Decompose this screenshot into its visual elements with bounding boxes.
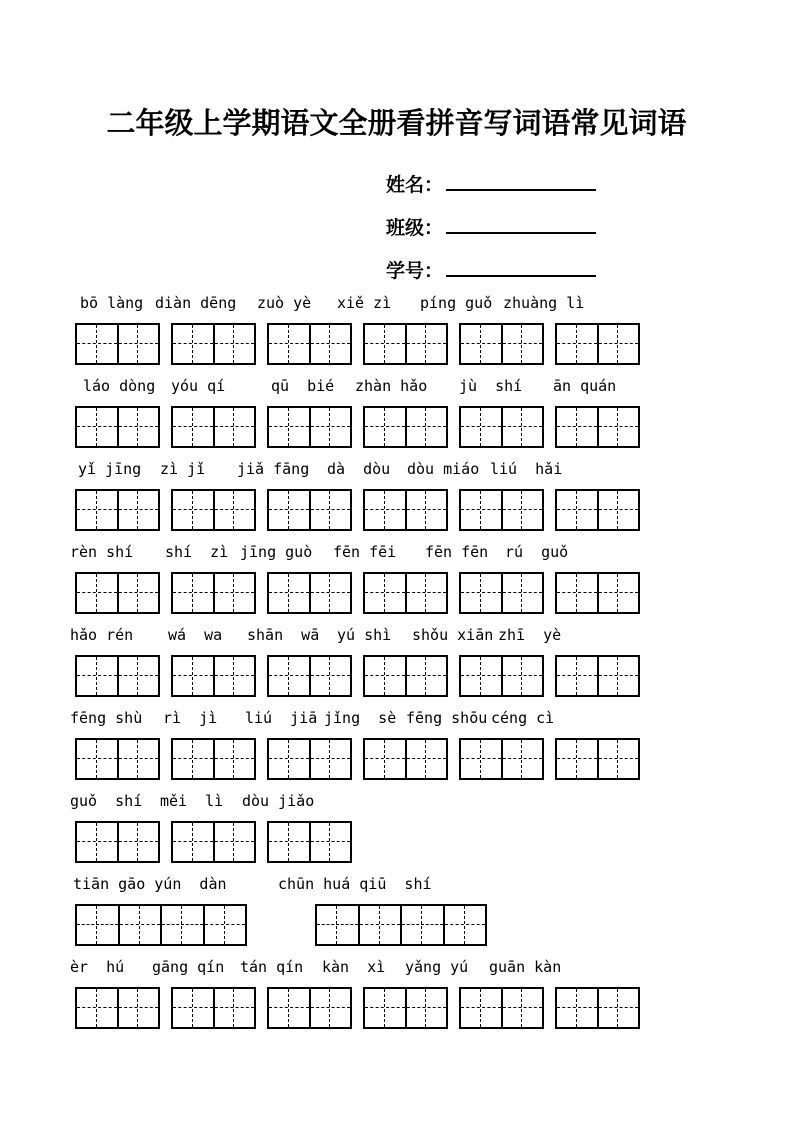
tian-zi-ge-cell bbox=[173, 989, 215, 1027]
tian-zi-ge-cell bbox=[311, 491, 351, 529]
character-grid-box bbox=[363, 655, 448, 697]
pinyin-word: shí zì bbox=[165, 543, 229, 561]
tian-zi-ge-cell bbox=[557, 491, 599, 529]
character-grid-box bbox=[75, 821, 160, 863]
character-grid-box bbox=[75, 572, 160, 614]
tian-zi-ge-cell bbox=[215, 574, 255, 612]
tian-zi-ge-cell bbox=[119, 491, 159, 529]
tian-zi-ge-cell bbox=[599, 491, 639, 529]
tian-zi-ge-cell bbox=[461, 491, 503, 529]
pinyin-word: zhàn hǎo bbox=[355, 377, 428, 395]
tian-zi-ge-cell bbox=[215, 989, 255, 1027]
character-grid-box bbox=[363, 572, 448, 614]
pinyin-word: qū bié bbox=[271, 377, 335, 395]
pinyin-word: guǒ shí bbox=[70, 792, 143, 810]
character-grid-box bbox=[459, 406, 544, 448]
tian-zi-ge-cell bbox=[461, 408, 503, 446]
tian-zi-ge-cell bbox=[503, 989, 543, 1027]
pinyin-row bbox=[0, 956, 793, 980]
pinyin-word: rèn shí bbox=[70, 543, 134, 561]
pinyin-word: céng cì bbox=[491, 709, 555, 727]
tian-zi-ge-cell bbox=[120, 906, 163, 944]
character-grid-box bbox=[315, 904, 487, 946]
tian-zi-ge-cell bbox=[407, 491, 447, 529]
character-grid-box bbox=[171, 489, 256, 531]
tian-zi-ge-cell bbox=[77, 657, 119, 695]
student-number-field-label: 学号： bbox=[386, 260, 444, 282]
tian-zi-ge-cell bbox=[503, 574, 543, 612]
character-grid-box bbox=[171, 572, 256, 614]
tian-zi-ge-cell bbox=[407, 989, 447, 1027]
tian-zi-ge-cell bbox=[311, 740, 351, 778]
tian-zi-ge-cell bbox=[360, 906, 403, 944]
pinyin-word: píng guǒ bbox=[420, 294, 493, 312]
tian-zi-ge-cell bbox=[311, 989, 351, 1027]
tian-zi-ge-cell bbox=[365, 325, 407, 363]
tian-zi-ge-cell bbox=[557, 408, 599, 446]
pinyin-word: wá wa bbox=[168, 626, 223, 644]
tian-zi-ge-cell bbox=[215, 325, 255, 363]
character-grid-box bbox=[555, 489, 640, 531]
tian-zi-ge-cell bbox=[311, 408, 351, 446]
writing-grid-row bbox=[0, 655, 793, 697]
character-grid-box bbox=[363, 987, 448, 1029]
character-grid-box bbox=[75, 904, 247, 946]
character-grid-box bbox=[75, 987, 160, 1029]
tian-zi-ge-cell bbox=[503, 491, 543, 529]
writing-grid-row bbox=[0, 572, 793, 614]
tian-zi-ge-cell bbox=[461, 740, 503, 778]
tian-zi-ge-cell bbox=[503, 408, 543, 446]
tian-zi-ge-cell bbox=[173, 574, 215, 612]
character-grid-box bbox=[267, 572, 352, 614]
tian-zi-ge-cell bbox=[365, 740, 407, 778]
character-grid-box bbox=[363, 323, 448, 365]
tian-zi-ge-cell bbox=[173, 657, 215, 695]
writing-grid-row bbox=[0, 323, 793, 365]
character-grid-box bbox=[267, 655, 352, 697]
tian-zi-ge-cell bbox=[77, 906, 120, 944]
tian-zi-ge-cell bbox=[205, 906, 246, 944]
pinyin-word: shān wā bbox=[247, 626, 320, 644]
pinyin-word: fēn fēn bbox=[425, 543, 489, 561]
pinyin-word: èr hú bbox=[70, 958, 125, 976]
tian-zi-ge-cell bbox=[173, 491, 215, 529]
character-grid-box bbox=[555, 987, 640, 1029]
tian-zi-ge-cell bbox=[215, 408, 255, 446]
pinyin-word: chūn huá qiū shí bbox=[278, 875, 432, 893]
tian-zi-ge-cell bbox=[77, 491, 119, 529]
character-grid-box bbox=[75, 489, 160, 531]
tian-zi-ge-cell bbox=[215, 491, 255, 529]
character-grid-box bbox=[267, 323, 352, 365]
class-field bbox=[386, 213, 596, 239]
pinyin-row bbox=[0, 458, 793, 482]
tian-zi-ge-cell bbox=[557, 657, 599, 695]
tian-zi-ge-cell bbox=[77, 574, 119, 612]
character-grid-box bbox=[555, 323, 640, 365]
tian-zi-ge-cell bbox=[311, 325, 351, 363]
pinyin-word: zhuàng lì bbox=[503, 294, 585, 312]
pinyin-word: kàn xì bbox=[322, 958, 386, 976]
pinyin-word: tán qín bbox=[240, 958, 304, 976]
character-grid-box bbox=[171, 323, 256, 365]
pinyin-word: zì jǐ bbox=[160, 460, 206, 478]
character-grid-box bbox=[75, 655, 160, 697]
character-grid-box bbox=[171, 738, 256, 780]
tian-zi-ge-cell bbox=[599, 325, 639, 363]
tian-zi-ge-cell bbox=[402, 906, 445, 944]
student-number-blank-line bbox=[446, 256, 596, 277]
class-field-label: 班级： bbox=[386, 217, 444, 239]
tian-zi-ge-cell bbox=[162, 906, 205, 944]
character-grid-box bbox=[267, 821, 352, 863]
character-grid-box bbox=[171, 987, 256, 1029]
character-grid-box bbox=[171, 655, 256, 697]
pinyin-row bbox=[0, 292, 793, 316]
tian-zi-ge-cell bbox=[269, 491, 311, 529]
character-grid-box bbox=[459, 572, 544, 614]
character-grid-box bbox=[267, 489, 352, 531]
pinyin-word: yóu qí bbox=[171, 377, 226, 395]
pinyin-word: zuò yè bbox=[257, 294, 312, 312]
character-grid-box bbox=[555, 738, 640, 780]
tian-zi-ge-cell bbox=[557, 325, 599, 363]
pinyin-word: fēng shù bbox=[70, 709, 143, 727]
tian-zi-ge-cell bbox=[503, 657, 543, 695]
character-grid-box bbox=[363, 489, 448, 531]
class-blank-line bbox=[446, 213, 596, 234]
pinyin-row bbox=[0, 624, 793, 648]
pinyin-word: liú jiā bbox=[245, 709, 318, 727]
pinyin-word: dòu miáo bbox=[407, 460, 480, 478]
pinyin-row bbox=[0, 873, 793, 897]
tian-zi-ge-cell bbox=[317, 906, 360, 944]
tian-zi-ge-cell bbox=[599, 408, 639, 446]
pinyin-word: liú hǎi bbox=[490, 460, 563, 478]
tian-zi-ge-cell bbox=[461, 574, 503, 612]
tian-zi-ge-cell bbox=[269, 574, 311, 612]
pinyin-word: jīng guò bbox=[240, 543, 313, 561]
tian-zi-ge-cell bbox=[311, 823, 351, 861]
tian-zi-ge-cell bbox=[461, 657, 503, 695]
character-grid-box bbox=[75, 406, 160, 448]
tian-zi-ge-cell bbox=[173, 823, 215, 861]
tian-zi-ge-cell bbox=[461, 325, 503, 363]
pinyin-word: jiǎ fāng bbox=[237, 460, 310, 478]
pinyin-row bbox=[0, 707, 793, 731]
tian-zi-ge-cell bbox=[407, 325, 447, 363]
pinyin-word: ān quán bbox=[553, 377, 617, 395]
tian-zi-ge-cell bbox=[407, 740, 447, 778]
pinyin-word: yǐ jīng bbox=[78, 460, 142, 478]
tian-zi-ge-cell bbox=[599, 989, 639, 1027]
pinyin-word: fēng shōu bbox=[406, 709, 488, 727]
character-grid-box bbox=[267, 406, 352, 448]
tian-zi-ge-cell bbox=[173, 325, 215, 363]
tian-zi-ge-cell bbox=[119, 325, 159, 363]
writing-grid-row bbox=[0, 987, 793, 1029]
tian-zi-ge-cell bbox=[407, 657, 447, 695]
character-grid-box bbox=[459, 987, 544, 1029]
writing-grid-row bbox=[0, 489, 793, 531]
pinyin-word: tiān gāo yún dàn bbox=[73, 875, 227, 893]
pinyin-word: dòu jiǎo bbox=[242, 792, 315, 810]
pinyin-word: yǎng yú bbox=[405, 958, 469, 976]
writing-grid-row bbox=[0, 904, 793, 946]
character-grid-box bbox=[459, 489, 544, 531]
tian-zi-ge-cell bbox=[365, 574, 407, 612]
tian-zi-ge-cell bbox=[119, 989, 159, 1027]
tian-zi-ge-cell bbox=[557, 740, 599, 778]
pinyin-word: měi lì bbox=[160, 792, 224, 810]
character-grid-box bbox=[459, 738, 544, 780]
page-title: 二年级上学期语文全册看拼音写词语常见词语 bbox=[106, 106, 687, 140]
tian-zi-ge-cell bbox=[215, 657, 255, 695]
pinyin-word: yú shì bbox=[337, 626, 392, 644]
tian-zi-ge-cell bbox=[119, 574, 159, 612]
writing-grid-row bbox=[0, 406, 793, 448]
character-grid-box bbox=[171, 406, 256, 448]
tian-zi-ge-cell bbox=[365, 989, 407, 1027]
tian-zi-ge-cell bbox=[445, 906, 486, 944]
name-blank-line bbox=[446, 170, 596, 191]
pinyin-word: shǒu xiān bbox=[412, 626, 494, 644]
character-grid-box bbox=[363, 406, 448, 448]
character-grid-box bbox=[555, 406, 640, 448]
tian-zi-ge-cell bbox=[269, 989, 311, 1027]
pinyin-word: jǐng sè bbox=[324, 709, 397, 727]
character-grid-box bbox=[171, 821, 256, 863]
student-number-field bbox=[386, 256, 596, 282]
tian-zi-ge-cell bbox=[365, 491, 407, 529]
character-grid-box bbox=[267, 987, 352, 1029]
tian-zi-ge-cell bbox=[311, 657, 351, 695]
pinyin-word: fēn fēi bbox=[333, 543, 397, 561]
name-field bbox=[386, 170, 596, 196]
tian-zi-ge-cell bbox=[599, 574, 639, 612]
character-grid-box bbox=[459, 655, 544, 697]
pinyin-word: hǎo rén bbox=[70, 626, 134, 644]
tian-zi-ge-cell bbox=[77, 740, 119, 778]
tian-zi-ge-cell bbox=[77, 408, 119, 446]
tian-zi-ge-cell bbox=[557, 574, 599, 612]
tian-zi-ge-cell bbox=[215, 740, 255, 778]
tian-zi-ge-cell bbox=[503, 325, 543, 363]
tian-zi-ge-cell bbox=[119, 823, 159, 861]
tian-zi-ge-cell bbox=[77, 989, 119, 1027]
character-grid-box bbox=[459, 323, 544, 365]
tian-zi-ge-cell bbox=[461, 989, 503, 1027]
pinyin-word: rú guǒ bbox=[505, 543, 569, 561]
tian-zi-ge-cell bbox=[173, 740, 215, 778]
tian-zi-ge-cell bbox=[269, 823, 311, 861]
pinyin-word: bō làng bbox=[80, 294, 144, 312]
pinyin-row bbox=[0, 375, 793, 399]
pinyin-row bbox=[0, 790, 793, 814]
writing-grid-row bbox=[0, 821, 793, 863]
tian-zi-ge-cell bbox=[365, 408, 407, 446]
tian-zi-ge-cell bbox=[407, 408, 447, 446]
writing-grid-row bbox=[0, 738, 793, 780]
tian-zi-ge-cell bbox=[173, 408, 215, 446]
pinyin-word: zhī yè bbox=[498, 626, 562, 644]
tian-zi-ge-cell bbox=[311, 574, 351, 612]
tian-zi-ge-cell bbox=[599, 740, 639, 778]
tian-zi-ge-cell bbox=[77, 823, 119, 861]
pinyin-word: guān kàn bbox=[489, 958, 562, 976]
character-grid-box bbox=[363, 738, 448, 780]
character-grid-box bbox=[75, 323, 160, 365]
tian-zi-ge-cell bbox=[599, 657, 639, 695]
character-grid-box bbox=[555, 655, 640, 697]
tian-zi-ge-cell bbox=[557, 989, 599, 1027]
pinyin-word: rì jì bbox=[163, 709, 218, 727]
tian-zi-ge-cell bbox=[365, 657, 407, 695]
tian-zi-ge-cell bbox=[503, 740, 543, 778]
tian-zi-ge-cell bbox=[269, 657, 311, 695]
tian-zi-ge-cell bbox=[269, 325, 311, 363]
tian-zi-ge-cell bbox=[215, 823, 255, 861]
tian-zi-ge-cell bbox=[119, 740, 159, 778]
pinyin-word: diàn dēng bbox=[155, 294, 237, 312]
character-grid-box bbox=[555, 572, 640, 614]
tian-zi-ge-cell bbox=[269, 740, 311, 778]
pinyin-word: gāng qín bbox=[152, 958, 225, 976]
pinyin-word: jù shí bbox=[459, 377, 523, 395]
pinyin-word: xiě zì bbox=[337, 294, 392, 312]
pinyin-row bbox=[0, 541, 793, 565]
tian-zi-ge-cell bbox=[407, 574, 447, 612]
tian-zi-ge-cell bbox=[269, 408, 311, 446]
tian-zi-ge-cell bbox=[119, 408, 159, 446]
character-grid-box bbox=[267, 738, 352, 780]
tian-zi-ge-cell bbox=[119, 657, 159, 695]
tian-zi-ge-cell bbox=[77, 325, 119, 363]
name-field-label: 姓名： bbox=[386, 174, 444, 196]
pinyin-word: láo dòng bbox=[83, 377, 156, 395]
character-grid-box bbox=[75, 738, 160, 780]
pinyin-word: dà dòu bbox=[327, 460, 391, 478]
